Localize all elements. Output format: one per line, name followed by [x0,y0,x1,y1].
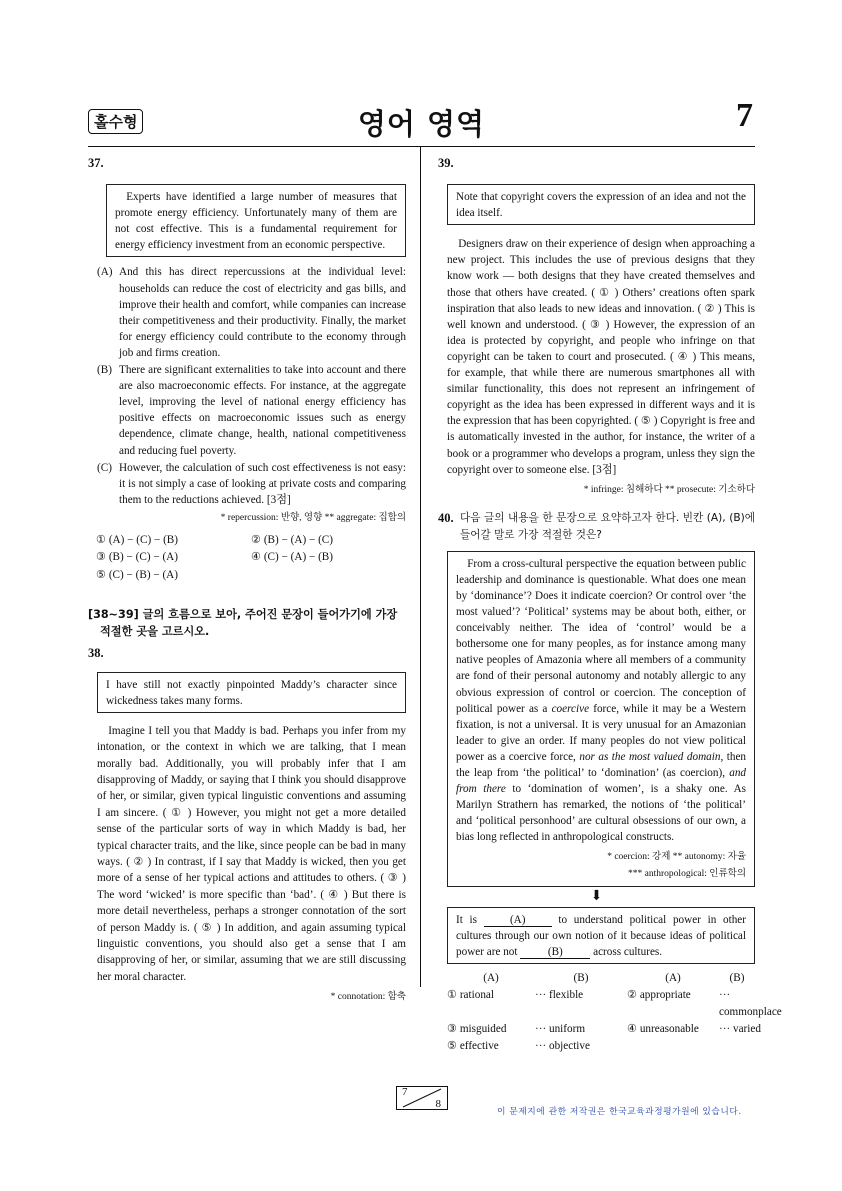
q37-paragraph-label: (B) [97,364,112,377]
choice-a: appropriate [639,988,691,1001]
choice-number: ⑤ [447,1039,458,1052]
q39-footnote: * infringe: 침해하다 ** prosecute: 기소하다 [583,484,755,495]
q37-paragraph-text: There are significant externalities to take into account and there are also macroeconomic effects. For instance, at the aggregate level, improving the level of national energy efficiency has positive effects on macroeconomic issues such as energy dependence, climate change, health, national competitiveness and reducing fuel poverty. [119,364,406,457]
choice-a: effective [459,1039,499,1052]
q40-passage-box [447,551,755,887]
page-indicator [396,1086,448,1110]
page-title: 영어 영역 [357,107,486,141]
down-arrow-icon: ⬇ [590,888,603,904]
q40-passage-italic2: nor as the most valued domain [579,750,721,763]
page-number: 7 [736,97,753,134]
q37-footnote: * repercussion: 반향, 영향 ** aggregate: 집합의 [220,512,406,523]
q37-choice-3[interactable]: ③ (B) − (C) − (A) [96,551,178,564]
q40-question-text: 다음 글의 내용을 한 문장으로 요약하고자 한다. 빈칸 (A), (B)에 들어갈 말로 가장 적절한 것은? [460,511,755,541]
q40-choice-header [447,970,755,987]
current-page: 7 [402,1086,408,1098]
q40-summary-box [447,907,755,964]
q39-given-box: Note that copyright covers the expression of an idea and not the idea itself. [447,184,755,225]
copyright-notice: 이 문제지에 관한 저작권은 한국교육과정평가원에 있습니다. [497,1107,742,1117]
choice-number: ④ [627,1022,638,1035]
choice-b: ··· objective [535,1039,590,1052]
q40-passage-part4: to ‘domination of women’, is a shaky one. As Marilyn Strathern has remarked, the notions of ‘the political’ and ‘political personhood’ are cultural obsessions of our own, a bias long reflected in anthropological constructs. [456,783,747,844]
choice-a: misguided [459,1022,507,1035]
summary-part3: across cultures. [593,945,663,958]
q37-choice-2[interactable]: ② (B) − (A) − (C) [251,533,333,546]
q37-given-box: Experts have identified a large number of measures that promote energy efficiency. Unfortunately many of them are not cost effective. This is a fundamental requirement for energy efficiency investment from an economic perspective. [106,184,406,257]
choice-number: ③ [447,1022,458,1035]
q40-choice-5[interactable] [447,1038,535,1055]
q40-passage [456,556,746,846]
q38-number: 38. [88,646,104,661]
q38-given-box: I have still not exactly pinpointed Maddy’s character since wickedness takes many forms. [97,672,406,713]
q37-choice-1[interactable]: ① (A) − (C) − (B) [96,533,178,546]
header-col-a2: (A) [665,971,681,984]
choice-b: ··· varied [719,1022,761,1035]
summary-part1: It is [456,913,477,926]
q37-paragraph-label: (A) [97,266,113,279]
choice-number: ① [447,988,458,1001]
q40-passage-italic1: coercive [551,702,590,715]
blank-a: (A) [484,914,552,927]
q40-passage-part1: From a cross-cultural perspective the equation between public leadership and dominance is questionable. What does one mean by ‘dominance’? Does it indicate coercion? Or control over ‘the most valued’? ‘Political’ systems may be about both, either, or conceivably neither. The idea of ‘control’ would be a bothersome one for many peoples, as for instance among many native peoples of Amazonia where all members of a community are fond of their personal autonomy and notably allergic to any obvious expression of control or coercion. The conception of political power as a [456,557,746,715]
q37-paragraph-text: However, the calculation of such cost effectiveness is not easy: it is not simply a case of looking at private costs and comparing them to the reductions achieved. [3점] [119,461,406,506]
q37-paragraph-a [97,264,406,361]
q40-footnote-1: * coercion: 강제 ** autonomy: 자율 [607,852,746,863]
column-divider [420,147,421,987]
choice-b: ··· commonplace [719,988,782,1018]
q40-choice-1[interactable] [447,987,535,1021]
page-header [88,97,755,146]
q38-passage: Imagine I tell you that Maddy is bad. Perhaps you infer from my intonation, or the context in which we are talking, that I mean morally bad. Additionally, you will probably infer that I am disapproving of Maddy, or saying that I think you should disapprove of her, or similar, given typical linguistic conventions and assuming I am sincere. ( ① ) However, you might not get a more detailed sense of the particular sorts of way in which Maddy is bad, her typical character traits, and the like, since people can be bad in many ways. ( ② ) In contrast, if I say that Maddy is wicked, then you get more of a sense of her typical actions and attitudes to others. ( ③ ) The word ‘wicked’ is more specific than ‘bad’. ( ④ ) But there is more detail nevertheless, perhaps a stronger connotation of the sort of person Maddy is. ( ⑤ ) In addition, and again assuming typical linguistic conventions, you should also get a sense that I am disapproving of her, or similar, assuming that we are still discussing her moral character. [97,724,406,983]
q40-passage-italic3: and from there [456,767,747,796]
form-type-badge: 홀수형 [88,109,143,134]
choice-number: ② [627,988,638,1001]
q40-choices [447,987,782,1055]
header-col-b2: (B) [729,971,745,984]
header-col-b1: (B) [573,971,589,984]
instruction-line-2: 적절한 곳을 고르시오. [100,625,210,639]
q37-number: 37. [88,156,104,170]
q37-choice-5[interactable]: ⑤ (C) − (B) − (A) [96,568,178,581]
q40-passage-part3: , then the leap from ‘the political’ to ‘domination’ (as coercion), [456,750,746,779]
header-rule [88,146,755,147]
q40-number: 40. [438,510,454,525]
q40-choice-2[interactable] [627,987,719,1021]
total-pages: 8 [435,1098,441,1110]
q37-choices [96,532,406,585]
q39-passage: Designers draw on their experience of design when approaching a new project. This includes the use of previous designs that they know work — both designs that they have created themselves and those that others have created. ( ① ) Others’ creations often spark inspiration that also leads to new ideas and innovation. ( ② ) This is well known and understood. ( ③ ) However, the expression of an idea is protected by copyright, and people who infringe on that copyright can be taken to court and prosecuted. ( ④ ) This means, for example, that while there are numerous smartphones all with similar functionality, this does not represent an infringement of copyright as the idea has been expressed in different ways and it is the expression that has been copyrighted. ( ⑤ ) Copyright is free and is automatically invested in the author, for instance, the writer of a book or a programmer who develops a program, unless they sign the copyright over to someone else. [3점] [447,238,755,476]
right-column [438,155,782,1055]
instruction-line-1: [38∼39] 글의 흐름으로 보아, 주어진 문장이 들어가기에 가장 [88,608,398,622]
choice-b: ··· flexible [535,988,584,1001]
q38-39-instruction [88,606,406,640]
q37-paragraph-c [97,460,406,508]
q40-choice-3[interactable] [447,1021,535,1038]
q37-paragraph-text: And this has direct repercussions at the individual level: households can reduce the cost of electricity and gas bills, and improve their health and comfort, while companies can increase their competitiveness and their productivity. Finally, the market for energy efficiency could contribute to the economy through job and firms creation. [119,266,406,359]
choice-b: ··· uniform [535,1022,586,1035]
choice-a: rational [459,988,494,1001]
q40-question [438,510,755,544]
choice-a: unreasonable [639,1022,699,1035]
q37-paragraph-b [97,362,406,459]
q40-passage-part2: force, while it may be a Western fixation, is not a universal. It is very unusual for an Amazonian leader to give an order. If many peoples do not view political power as a coercive force, [456,702,747,763]
blank-b: (B) [520,946,590,959]
header-col-a1: (A) [483,971,499,984]
q40-footnote-2: *** anthropological: 인류학의 [628,868,746,879]
left-column [88,155,406,1005]
q40-choice-4[interactable] [627,1021,719,1038]
q37-choice-4[interactable]: ④ (C) − (A) − (B) [251,551,333,564]
summary-part2: to understand political power in other cultures through our own notion of it because ideas of political power are not [456,913,746,958]
q37-paragraphs [97,264,406,507]
q39-number: 39. [438,156,454,170]
q38-footnote: * connotation: 함축 [330,992,406,1003]
q37-paragraph-label: (C) [97,461,112,474]
